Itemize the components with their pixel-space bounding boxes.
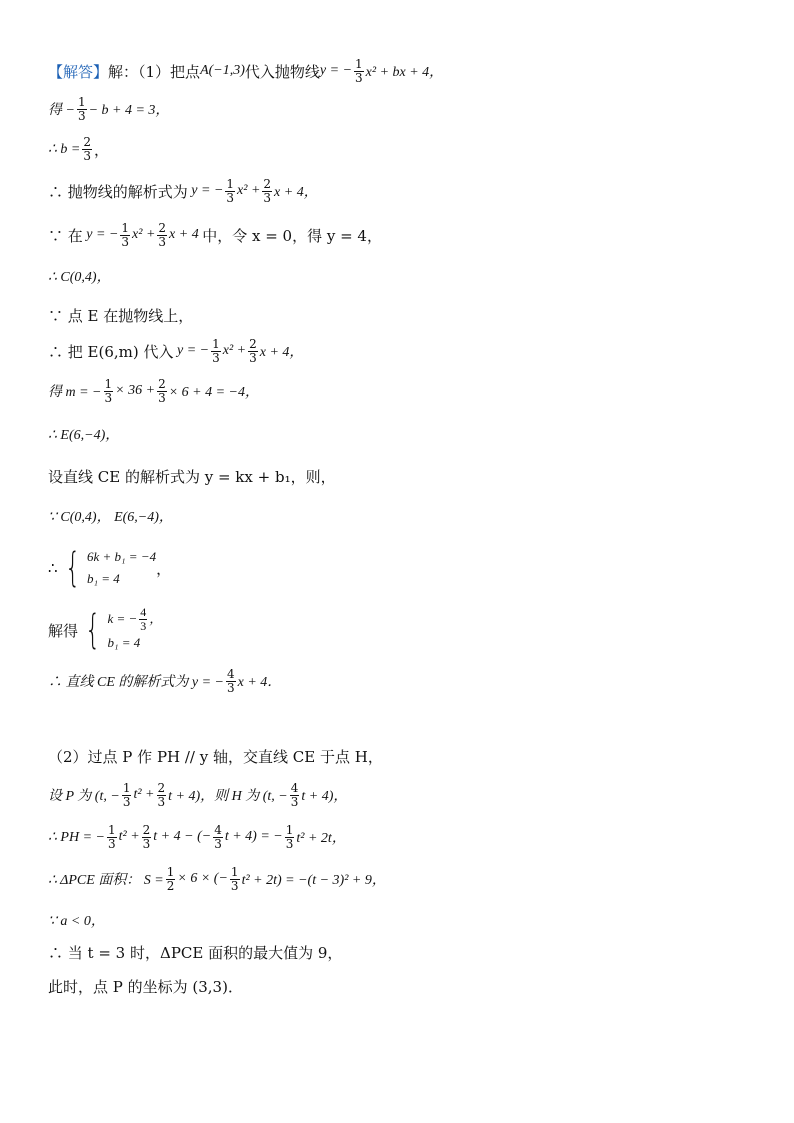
- part2-line-2: 设 P 为 (t, − $\frac{1}{3}$ t² + $\frac{2}{3}$ t + 4)，则 H 为 (t, − $\frac{4}{3}$ t + 4)，: [48, 781, 348, 809]
- answer-tag: 【解答】: [48, 62, 109, 81]
- line-2: [48, 96, 169, 122]
- math: − b + 4 = 3，: [88, 103, 170, 119]
- math: ∴ b =: [48, 141, 81, 157]
- text: （2）过点 P 作 PH // y 轴，交直线 CE 于点 H，: [48, 748, 383, 766]
- text: ∴ 抛物线的解析式为: [48, 182, 188, 201]
- text: 代入抛物线: [244, 62, 320, 81]
- fraction: $\frac{1}{3}$: [212, 337, 220, 365]
- math: y = −: [319, 63, 353, 79]
- fraction: $\frac{1}{3}$: [226, 177, 235, 205]
- point-a: A(−1,3): [200, 63, 245, 79]
- math: ∴ PH = −: [48, 829, 105, 845]
- line-1: [48, 58, 443, 84]
- math: 得 −: [48, 103, 75, 119]
- math: t + 4)，: [301, 789, 348, 805]
- math: ∵ C(0,4)， E(6,−4)，: [48, 510, 173, 525]
- part2-line-1: [48, 746, 383, 767]
- math: 得 m = −: [48, 385, 102, 401]
- math: x² + bx + 4，: [365, 65, 444, 81]
- text: 解：（1）把点: [108, 62, 201, 81]
- text: ∵ 在: [48, 226, 83, 245]
- line-9: [48, 378, 259, 404]
- math: × 6 + 4 = −4，: [168, 385, 259, 401]
- fraction: $\frac{2}{3}$: [83, 135, 91, 163]
- text: 此时，点 P 的坐标为 (3,3)．: [48, 978, 243, 996]
- line-8: ∴ 把 E(6,m) 代入 y = − $\frac{1}{3}$ x² + $\frac{2}{3}$ x + 4，: [48, 337, 304, 365]
- text: ∵ 点 E 在抛物线上，: [48, 307, 194, 325]
- line-5: ∵ 在 y = − $\frac{1}{3}$ x² + $\frac{2}{3}$ x + 4 中，令 x = 0，得 y = 4，: [48, 221, 382, 249]
- equation-system: 6k + b₁ = −4 b₁ = 4: [87, 549, 157, 586]
- text: ∴ 当 t = 3 时，ΔPCE 面积的最大值为 9，: [48, 944, 343, 962]
- fraction: $\frac{2}{3}$: [158, 377, 166, 405]
- line-11: [48, 466, 336, 487]
- math: 设 P 为 (t, −: [48, 789, 120, 805]
- text: 解得: [48, 621, 79, 640]
- fraction: $\frac{2}{3}$: [249, 337, 257, 365]
- line-13: ∴ { 6k + b₁ = −4 b₁ = 4 ，: [48, 545, 172, 591]
- part2-line-3: ∴ PH = − $\frac{1}{3}$ t² + $\frac{2}{3}$ t + 4 − (− $\frac{4}{3}$ t + 4) = − $\frac{1}{3}$ t² + 2t，: [48, 823, 346, 851]
- part2-line-5: [48, 910, 105, 930]
- math: t + 4)，则 H 为 (t, −: [168, 789, 288, 805]
- part2-line-6: [48, 942, 342, 963]
- text: 中，令 x = 0，得 y = 4，: [202, 226, 382, 245]
- math: ∴ C(0,4)，: [48, 270, 111, 285]
- line-10: [48, 424, 119, 444]
- fraction: $\frac{1}{3}$: [355, 57, 363, 85]
- fraction: $\frac{1}{3}$: [77, 95, 86, 123]
- math: ∴ 直线 CE 的解析式为 y = −: [48, 675, 224, 691]
- line-3: ∴ b = $\frac{2}{3}$ ，: [48, 135, 110, 163]
- math: x + 4．: [237, 675, 282, 691]
- math: ∴ ΔPCE 面积： S =: [48, 873, 164, 889]
- fraction: $\frac{1}{3}$: [104, 377, 113, 405]
- line-6: [48, 266, 111, 286]
- part2-line-7: [48, 976, 243, 997]
- fraction: $\frac{4}{3}$: [227, 667, 235, 695]
- line-15: [48, 668, 281, 694]
- part2-line-4: ∴ ΔPCE 面积： S = $\frac{1}{2}$ × 6 × (− $\frac{1}{3}$ t² + 2t) = −(t − 3)² + 9，: [48, 865, 386, 893]
- equation-solution: k = − $\frac{4}{3}$ ， b₁ = 4: [107, 605, 163, 651]
- math: ∴ E(6,−4)，: [48, 428, 120, 443]
- line-4: ∴ 抛物线的解析式为 y = − $\frac{1}{3}$ x² + $\frac{2}{3}$ x + 4，: [48, 177, 318, 205]
- line-12: [48, 506, 173, 526]
- text: ∴ 把 E(6,m) 代入: [48, 342, 174, 361]
- fraction: $\frac{2}{3}$: [263, 177, 272, 205]
- fraction: $\frac{1}{3}$: [121, 221, 130, 249]
- fraction: $\frac{2}{3}$: [158, 221, 167, 249]
- text: 设直线 CE 的解析式为 y = kx + b₁，则，: [48, 468, 336, 486]
- line-14: 解得 { k = − $\frac{4}{3}$ ， b₁ = 4: [48, 605, 163, 654]
- line-7: [48, 305, 193, 326]
- math: ∵ a < 0，: [48, 914, 105, 929]
- math: × 36 +: [115, 383, 156, 399]
